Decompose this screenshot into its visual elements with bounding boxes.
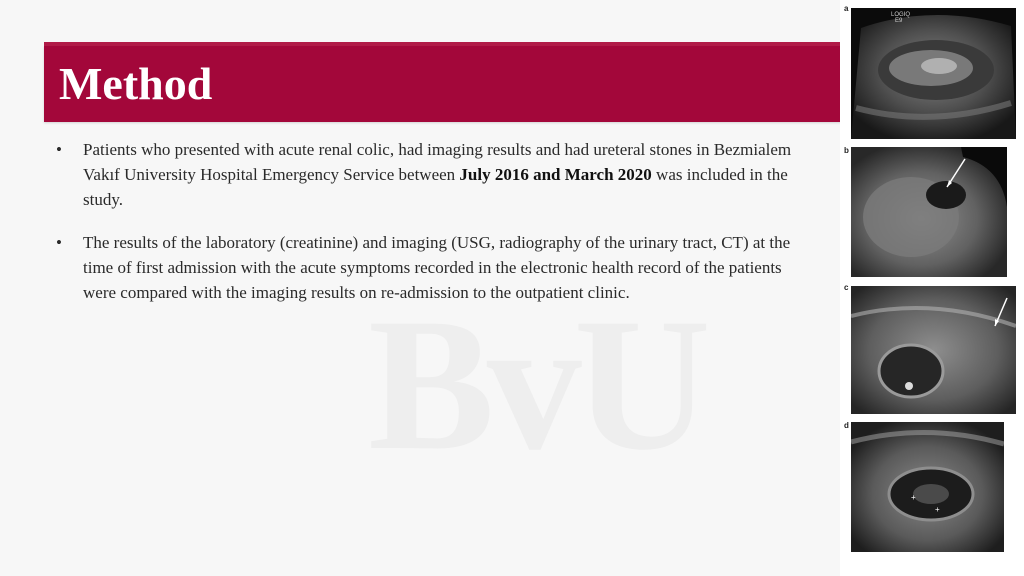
ultrasound-image-a xyxy=(851,8,1016,139)
ultrasound-image-c xyxy=(851,286,1016,414)
bullet-item-2 xyxy=(56,231,796,305)
bullet-text: The results of the laboratory (creatinine) and imaging (USG, radiography of the urinary tract, CT) at the time of first admission with the acute symptoms recorded in the electronic health record of the patients were compared with the imaging results on re-admission to the outpatient clinic. xyxy=(83,233,791,302)
panel-label-b: b xyxy=(844,146,849,155)
panel-label-c: c xyxy=(844,283,849,292)
caliper-mark-2: + xyxy=(935,505,940,514)
bullet-symbol: • xyxy=(56,233,62,253)
ultrasound-figure xyxy=(840,0,1024,576)
content-area xyxy=(56,138,796,325)
title-bar xyxy=(44,46,844,122)
bullet-symbol: • xyxy=(56,140,62,159)
panel-label-a: a xyxy=(844,4,849,13)
slide-title: Method xyxy=(59,58,213,109)
bullet-text: Patients who presented with acute renal colic, had imaging results and had ureteral stones in Bezmialem Vakıf University Hospital Emergency Service between xyxy=(83,140,792,184)
caliper-mark-1: + xyxy=(911,493,916,502)
bullet-bold-text: July 2016 and March 2020 xyxy=(459,164,652,184)
panel-a-overlay-text: LOGIQ E9 xyxy=(891,12,911,24)
bullet-text-end: was included in the study. xyxy=(83,164,788,209)
panel-label-d: d xyxy=(844,421,849,430)
bullet-item-1 xyxy=(56,138,796,212)
ultrasound-image-d xyxy=(851,422,1004,552)
ultrasound-image-b xyxy=(851,147,1007,277)
